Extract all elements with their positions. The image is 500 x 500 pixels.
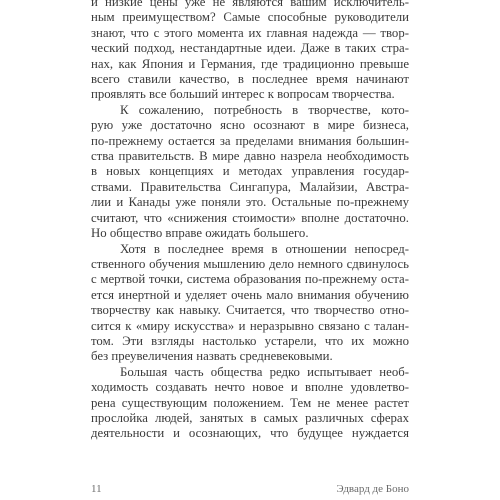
- page-footer: [91, 483, 409, 495]
- text-line: ства правительств. В мире давно назрела необходимость: [91, 149, 409, 164]
- text-line: по-прежнему остается за пределами внимания большин-: [91, 133, 409, 148]
- page-number: 11: [91, 483, 102, 495]
- text-line: К сожалению, потребность в творчестве, кото-: [120, 102, 409, 117]
- text-line: ным преимуществом? Самые способные руководители: [91, 10, 409, 25]
- paragraph-1: [91, 0, 409, 103]
- paragraph-2: [91, 103, 409, 242]
- text-line: нах, как Япония и Германия, где традиционно превыше: [91, 56, 409, 71]
- text-line: Но общество вправе ожидать большего.: [91, 226, 309, 241]
- text-line: всего ставили качество, в последнее время начинают: [91, 72, 409, 87]
- paragraph-4: [91, 365, 409, 442]
- text-line: прослойка людей, занятых в самых различных сферах: [91, 410, 409, 425]
- text-line: с мертвой точки, система образования по-прежнему оста-: [91, 272, 409, 287]
- text-line: том. Эти взгляды настолько устарели, что их можно: [91, 333, 409, 348]
- text-line: ствами. Правительства Сингапура, Малайзии, Австра-: [91, 179, 409, 194]
- text-line: деятельности и осознающих, что будущее нуждается: [91, 426, 409, 441]
- text-line: лии и Канады уже поняли это. Остальные по-прежнему: [91, 195, 409, 210]
- text-line: без преувеличения назвать средневековыми.: [91, 349, 333, 364]
- text-line: творчеству как навыку. Считается, что творчество отно-: [91, 303, 409, 318]
- page-body: [91, 0, 409, 442]
- text-line: ходимость создавать нечто новое и вполне удовлетво-: [91, 380, 409, 395]
- running-head: Эдвард де Боно: [336, 483, 409, 495]
- text-line: рую уже достаточно ясно осознают в мире бизнеса,: [91, 118, 409, 133]
- text-line: ческий подход, нестандартные идеи. Даже в таких стра-: [91, 41, 409, 56]
- text-line: в новых концепциях и методах управления государ-: [91, 164, 409, 179]
- text-line: ется инертной и уделяет очень мало внимания обучению: [91, 287, 409, 302]
- text-line: проявлять все больший интерес к вопросам творчества.: [91, 87, 395, 102]
- text-line: рена существующим положением. Тем не менее растет: [91, 395, 409, 410]
- text-line: знают, что с этого момента их главная надежда — твор-: [91, 25, 409, 40]
- text-line: сится к «миру искусства» и неразрывно связано с талан-: [91, 318, 409, 333]
- text-line: Большая часть общества редко испытывает необ-: [120, 364, 409, 379]
- paragraph-3: [91, 242, 409, 365]
- text-line: ственного обучения мышлению дело немного сдвинулось: [91, 256, 409, 271]
- text-line: считают, что «снижения стоимости» вполне достаточно.: [91, 210, 409, 225]
- text-line: и низкие цены уже не являются вашим исключитель-: [91, 0, 409, 9]
- text-line: Хотя в последнее время в отношении непосред-: [120, 241, 409, 256]
